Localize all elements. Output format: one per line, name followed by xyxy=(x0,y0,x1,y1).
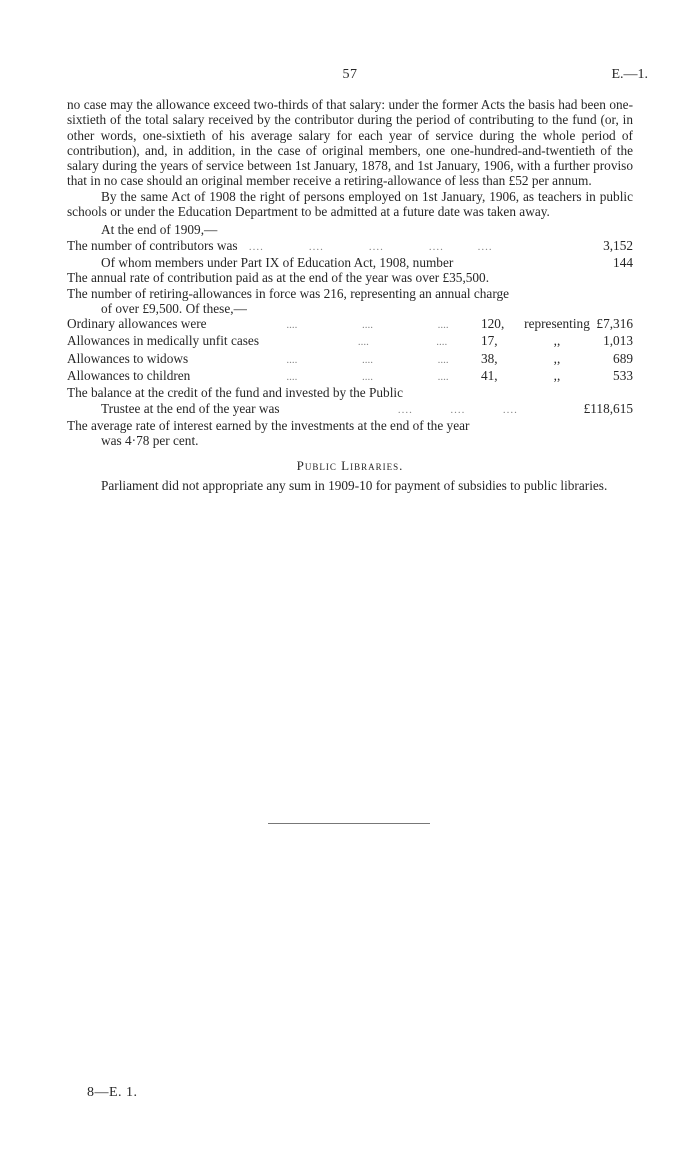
dot-leader: .... .... .... xyxy=(286,353,449,366)
allowance-amount: 1,013 xyxy=(603,333,633,349)
allowance-count: 41, xyxy=(481,368,498,384)
page-number: 57 xyxy=(342,67,358,82)
allowance-count: 120, xyxy=(481,316,505,332)
allowance-row xyxy=(67,316,633,333)
stat-value: 144 xyxy=(613,254,633,270)
stat-label: The number of contributors was xyxy=(67,237,238,253)
paragraph-act-1908-right: By the same Act of 1908 the right of persons employed on 1st January, 1906, as teachers in public schools or under the Education Department to be admitted at a future date was taken away. xyxy=(67,188,633,220)
stat-value: £118,615 xyxy=(583,400,633,416)
allowance-amount: £7,316 xyxy=(596,316,633,332)
dot-leader: .... .... .... xyxy=(286,371,449,384)
allowance-word: ,, xyxy=(553,333,561,349)
stat-balance-label: The balance at the credit of the fund and invested by the Public xyxy=(67,385,403,401)
allowance-row xyxy=(67,333,633,350)
allowance-label: Allowances to widows xyxy=(67,350,189,366)
stat-value: 3,152 xyxy=(603,237,633,253)
dot-leader: .... .... .... .... .... xyxy=(237,240,493,253)
allowance-row xyxy=(67,368,633,385)
stat-allowances-intro: The number of retiring-allowances in force was 216, representing an annual charge xyxy=(67,285,510,301)
stat-interest-label: The average rate of interest earned by the investments at the end of the year xyxy=(67,417,470,433)
section-heading-public-libraries: Public Libraries. xyxy=(296,457,404,473)
allowance-count: 38, xyxy=(481,350,498,366)
body-text xyxy=(67,97,633,493)
dot-leader: .... .... .... xyxy=(345,403,518,416)
allowance-label: Ordinary allowances were xyxy=(67,316,207,332)
stat-interest-label-cont: was 4·78 per cent. xyxy=(101,433,199,449)
stat-label: Of whom members under Part IX of Education Act, 1908, number xyxy=(101,254,454,270)
allowance-label: Allowances in medically unfit cases xyxy=(67,333,260,349)
allowance-word: ,, xyxy=(553,368,561,384)
stat-row-part-ix xyxy=(67,255,633,270)
allowance-count: 17, xyxy=(481,333,498,349)
dot-leader: .... .... .... xyxy=(286,319,449,332)
dot-leader: .... .... xyxy=(357,336,448,349)
section-divider xyxy=(268,823,430,824)
allowance-word: representing xyxy=(524,316,590,332)
stat-row-balance xyxy=(67,401,633,418)
footer-signature: 8—E. 1. xyxy=(87,1085,138,1100)
allowance-word: ,, xyxy=(553,350,561,366)
allowance-amount: 533 xyxy=(613,368,633,384)
stat-annual-rate: The annual rate of contribution paid as at the end of the year was over £35,500. xyxy=(67,270,490,286)
paragraph-retiring-allowance-basis: no case may the allowance exceed two-thirds of that salary: under the former Acts the basis had been one-sixtieth of the total salary received by the contributor during the period of contributing to the fund (or, in other words, one-sixtieth of his average salary for each year of service during the whole period of contribution), and, in addition, in the case of original members, one one-hundred-and-twentieth of the salary during the years of service between 1st January, 1878, and 1st January, 1906, with a further proviso that in no case should an original member receive a retiring-allowance of less than £52 per annum. xyxy=(67,97,633,189)
stat-allowances-intro-cont: of over £9,500. Of these,— xyxy=(101,300,247,316)
allowance-row xyxy=(67,351,633,368)
allowance-amount: 689 xyxy=(613,350,633,366)
document-code: E.—1. xyxy=(611,67,648,82)
stats-intro: At the end of 1909,— xyxy=(101,222,218,238)
allowance-label: Allowances to children xyxy=(67,368,191,384)
stat-row-contributors xyxy=(67,238,633,255)
stat-label: Trustee at the end of the year was xyxy=(101,400,280,416)
paragraph-public-libraries: Parliament did not appropriate any sum in 1909-10 for payment of subsidies to public libraries. xyxy=(101,477,608,493)
